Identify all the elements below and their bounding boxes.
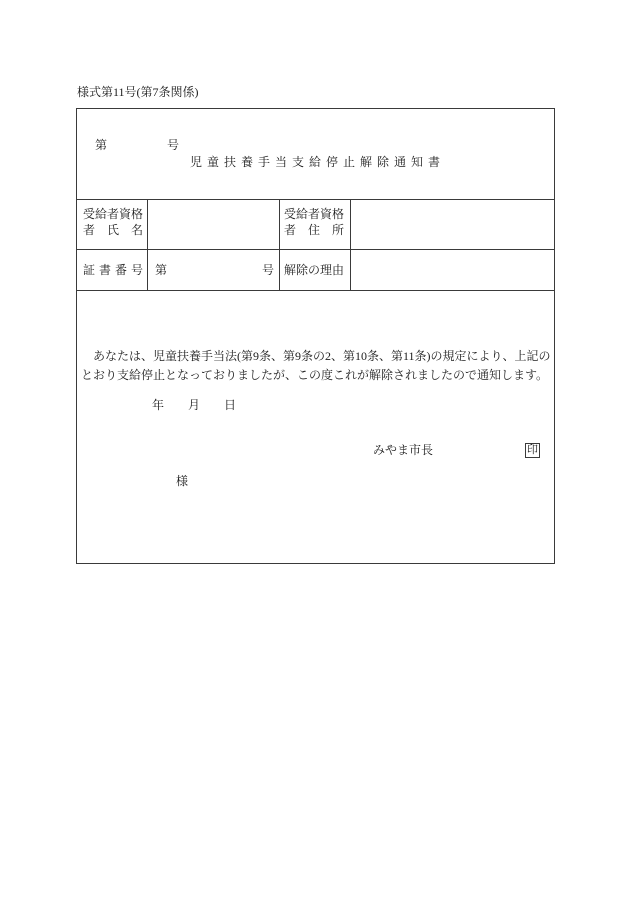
issuer-name: みやま市長 (373, 443, 434, 457)
table-bottom-rule (76, 290, 555, 291)
notice-text-line-2: とおり支給停止となっておりましたが、この度これが解除されましたので通知します。 (81, 368, 549, 382)
release-reason-field (351, 250, 554, 290)
seal-mark: 印 (527, 444, 538, 456)
certificate-number-label: 証 書 番 号 (83, 263, 143, 277)
certificate-number-prefix: 第 (155, 263, 168, 277)
release-reason-label: 解除の理由 (284, 263, 345, 277)
recipient-name-field (148, 200, 279, 249)
recipient-name-label-line2: 者 氏 名 (83, 223, 144, 237)
certificate-number-suffix: 号 (262, 263, 275, 277)
recipient-address-field (351, 200, 554, 249)
recipient-name-label-line1: 受給者資格 (83, 207, 144, 221)
issue-date: 年 月 日 (152, 398, 237, 412)
form-frame (76, 108, 555, 564)
table-column-rule-2 (279, 199, 280, 290)
recipient-address-label-line2: 者 住 所 (284, 223, 345, 237)
addressee-honorific: 様 (176, 474, 189, 488)
form-number: 様式第11号(第7条関係) (77, 85, 199, 99)
notice-text-line-1: あなたは、児童扶養手当法(第9条、第9条の2、第10条、第11条)の規定により、上記の (93, 349, 551, 363)
recipient-address-label-line1: 受給者資格 (284, 207, 345, 221)
notice-number-prefix: 第 (95, 138, 108, 152)
document-title: 児童扶養手当支給停止解除通知書 (190, 155, 446, 169)
notice-number-suffix: 号 (167, 138, 180, 152)
